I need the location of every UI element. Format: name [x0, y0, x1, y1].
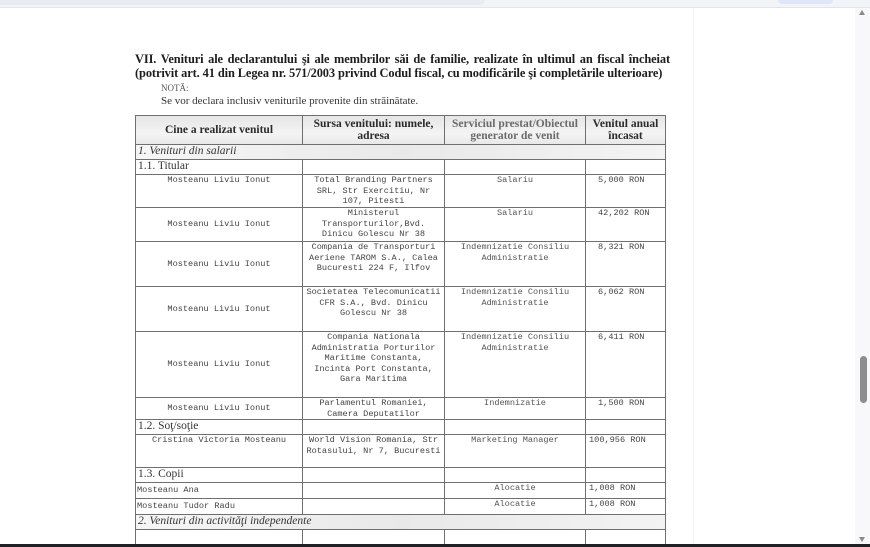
cell-source: Societatea Telecomunicatii CFR S.A., Bvd. Dinicu Golescu Nr 38	[303, 287, 445, 332]
toolbar-button[interactable]	[778, 0, 833, 4]
page-edge	[693, 8, 694, 545]
cell-service: Salariu	[445, 175, 586, 208]
cell-who: Mosteanu Liviu Ionut	[136, 332, 303, 398]
cell-who: Mosteanu Liviu Ionut	[136, 242, 303, 287]
subsection-row-children	[136, 468, 666, 483]
vertical-scrollbar[interactable]	[855, 8, 870, 545]
cell-amount: 1,008 RON	[586, 483, 666, 499]
cell-amount: 1,500 RON	[586, 398, 666, 420]
header-source: Sursa venitului: numele, adresa	[303, 116, 445, 145]
subsection-row-spouse	[136, 420, 666, 435]
table-row	[136, 175, 666, 208]
cell-who: Mosteanu Liviu Ionut	[136, 398, 303, 420]
section-label: 1. Venituri din salarii	[136, 145, 666, 160]
section-label: 2. Venituri din activităţi independente	[136, 515, 666, 530]
cell-source: Compania de Transporturi Aeriene TAROM S.A., Calea Bucuresti 224 F, Ilfov	[303, 242, 445, 287]
table-row-partial	[136, 530, 666, 545]
table-row	[136, 499, 666, 515]
subsection-label: 1.3. Copii	[136, 468, 303, 483]
section-heading	[135, 52, 670, 80]
browser-toolbar	[0, 0, 870, 8]
cell-service: Alocatie	[445, 483, 586, 499]
table-row	[136, 287, 666, 332]
header-service: Serviciul prestat/Obiectul generator de venit	[445, 116, 586, 145]
cell-source: Ministerul Transporturilor,Bvd. Dinicu Golescu Nr 38	[303, 208, 445, 242]
cell-amount: 8,321 RON	[586, 242, 666, 287]
cell-amount: 6,411 RON	[586, 332, 666, 398]
nota-label: NOTĂ:	[161, 83, 189, 93]
cell-source: World Vision Romania, Str Rotasului, Nr 7, Bucuresti	[303, 435, 445, 468]
subsection-label: 1.2. Soţ/soţie	[136, 420, 303, 435]
cell-amount: 42,202 RON	[586, 208, 666, 242]
cell-amount: 1,008 RON	[586, 499, 666, 515]
table-row	[136, 435, 666, 468]
section-row-independent	[136, 515, 666, 530]
address-bar[interactable]	[0, 0, 485, 5]
cell-amount: 5,000 RON	[586, 175, 666, 208]
header-amount: Venitul anual încasat	[586, 116, 666, 145]
table-row	[136, 398, 666, 420]
cell-service: Marketing Manager	[445, 435, 586, 468]
cell-who: Mosteanu Ana	[136, 483, 303, 499]
cell-who: Mosteanu Liviu Ionut	[136, 175, 303, 208]
cell-source	[303, 499, 445, 515]
cell-amount: 100,956 RON	[586, 435, 666, 468]
heading-line-2: (potrivit art. 41 din Legea nr. 571/2003 privind Codul fiscal, cu modificările şi completările ulterioare)	[135, 66, 663, 80]
table-row	[136, 242, 666, 287]
table-row	[136, 483, 666, 499]
table-header-row	[136, 116, 666, 145]
scrollbar-thumb[interactable]	[860, 356, 867, 403]
heading-line-1: VII. Venituri ale declarantului şi ale membrilor săi de familie, realizate în ultimul an fiscal încheiat	[135, 52, 670, 66]
table-row	[136, 332, 666, 398]
cell-who: Mosteanu Tudor Radu	[136, 499, 303, 515]
cell-who: Mosteanu Liviu Ionut	[136, 208, 303, 242]
cell-service: Alocatie	[445, 499, 586, 515]
subsection-label: 1.1. Titular	[136, 160, 303, 175]
nota-text: Se vor declara inclusiv veniturile provenite din străinătate.	[161, 95, 419, 107]
cell-service: Indemnizatie Consiliu Administratie	[445, 332, 586, 398]
cell-who: Cristina Victoria Mosteanu	[136, 435, 303, 468]
cell-amount: 6,062 RON	[586, 287, 666, 332]
cell-service: Indemnizatie Consiliu Administratie	[445, 242, 586, 287]
scroll-up-icon[interactable]	[859, 10, 865, 15]
cell-source	[303, 483, 445, 499]
cell-service: Indemnizatie	[445, 398, 586, 420]
income-table	[135, 115, 666, 545]
cell-source: Parlamentul Romaniei, Camera Deputatilor	[303, 398, 445, 420]
scroll-down-icon[interactable]	[859, 537, 865, 542]
section-row-salaries	[136, 145, 666, 160]
subsection-row-titular	[136, 160, 666, 175]
header-who: Cine a realizat venitul	[136, 116, 303, 145]
cell-who: Mosteanu Liviu Ionut	[136, 287, 303, 332]
cell-source: Total Branding Partners SRL, Str Exercitiu, Nr 107, Pitesti	[303, 175, 445, 208]
cell-service: Salariu	[445, 208, 586, 242]
table-row	[136, 208, 666, 242]
cell-service: Indemnizatie Consiliu Administratie	[445, 287, 586, 332]
cell-source: Compania Nationala Administratia Porturilor Maritime Constanta, Incinta Port Constanta, Gara Maritima	[303, 332, 445, 398]
